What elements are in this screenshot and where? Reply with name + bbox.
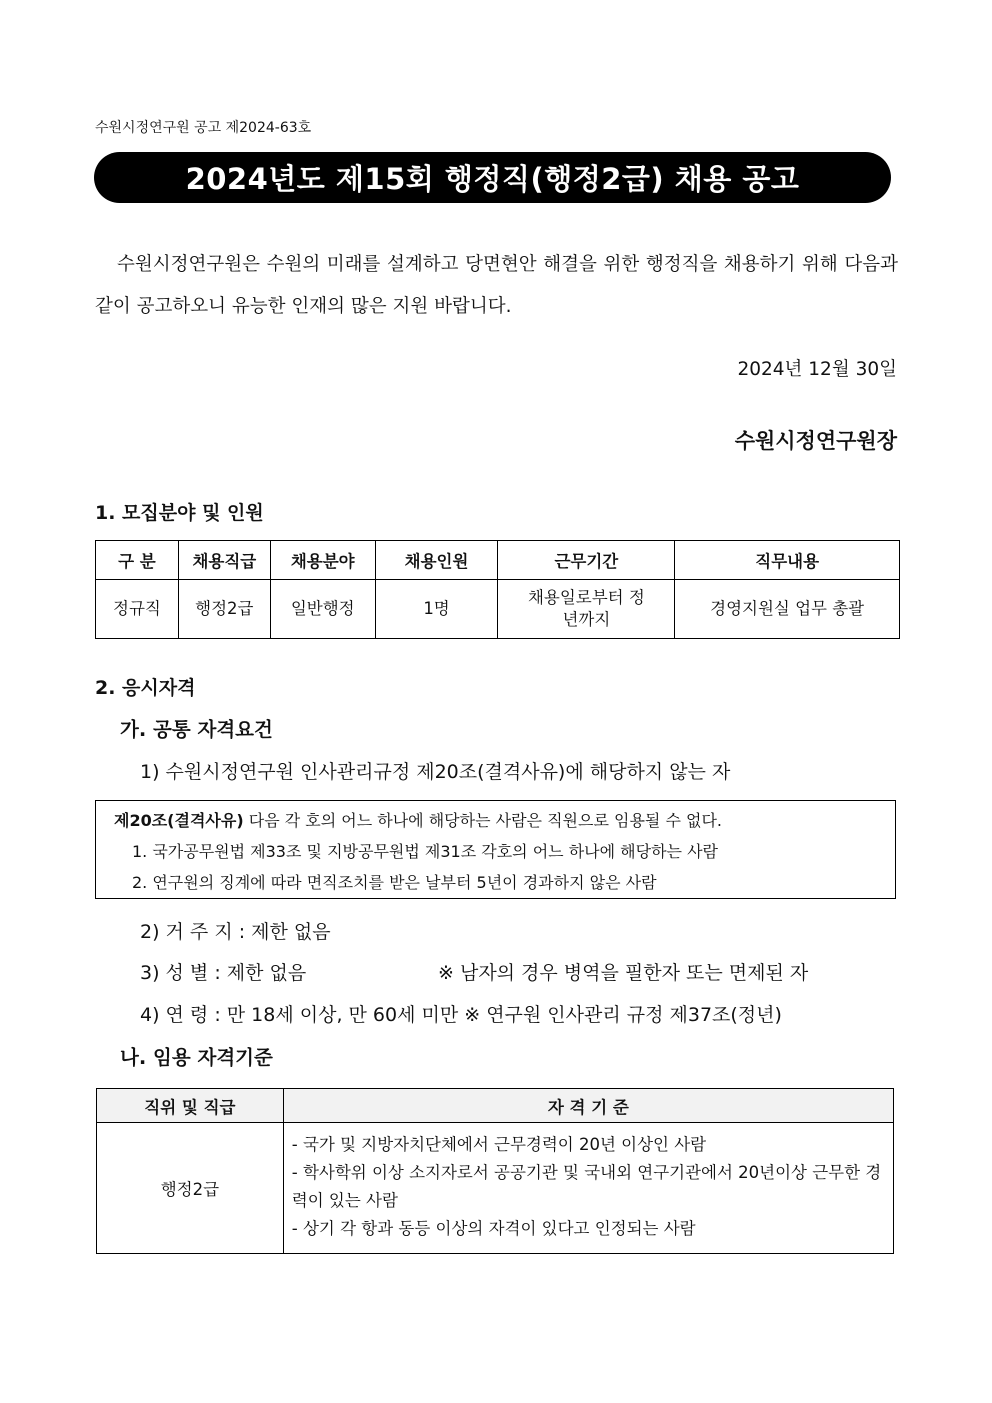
table-header: 채용인원: [375, 541, 498, 580]
table-row: [96, 580, 900, 639]
notice-date: 2024년 12월 30일: [737, 359, 897, 380]
requirement-item-2: 2) 거 주 지 : 제한 없음: [140, 921, 331, 943]
intro-paragraph: 수원시정연구원은 수원의 미래를 설계하고 당면현안 해결을 위한 행정직을 채용하기 위해 다음과 같이 공고하오니 유능한 인재의 많은 지원 바랍니다.: [95, 254, 898, 317]
rule-item: 1. 국가공무원법 제33조 및 지방공무원법 제31조 각호의 어느 하나에 해당하는 사람: [132, 842, 718, 861]
requirement-item-3: 3) 성 별 : 제한 없음: [140, 962, 307, 984]
table-header: 구 분: [96, 541, 179, 580]
qualification-table: [96, 1088, 894, 1254]
requirement-item-4: 4) 연 령 : 만 18세 이상, 만 60세 미만 ※ 연구원 인사관리 규정 제37조(정년): [140, 1004, 782, 1026]
recruitment-table: [95, 540, 900, 639]
table-row: [97, 1123, 894, 1254]
notice-number: 수원시정연구원 공고 제2024-63호: [95, 120, 312, 136]
grade-cell: 행정2급: [97, 1123, 284, 1254]
section1-heading: 1. 모집분야 및 인원: [95, 502, 264, 524]
disqualification-rule-box: [95, 800, 896, 899]
rule-title: 제20조(결격사유): [114, 811, 244, 830]
table-header: 근무기간: [498, 541, 675, 580]
table-header-row: [97, 1089, 894, 1123]
table-header: 채용분야: [270, 541, 375, 580]
criteria-item: - 상기 각 항과 동등 이상의 자격이 있다고 인정되는 사람: [291, 1219, 696, 1238]
table-cell: 경영지원실 업무 총괄: [675, 580, 900, 639]
table-header: 직무내용: [675, 541, 900, 580]
table-cell: 1명: [375, 580, 498, 639]
criteria-item: - 국가 및 지방자치단체에서 근무경력이 20년 이상인 사람: [291, 1135, 707, 1154]
table-cell: 일반행정: [270, 580, 375, 639]
table-header: 직위 및 직급: [97, 1089, 284, 1123]
table-cell: 행정2급: [178, 580, 270, 639]
common-requirements-heading: 가. 공통 자격요건: [120, 718, 273, 741]
table-cell: 정규직: [96, 580, 179, 639]
requirement-item-1: 1) 수원시정연구원 인사관리규정 제20조(결격사유)에 해당하지 않는 자: [140, 761, 731, 783]
rule-item: 2. 연구원의 징계에 따라 면직조치를 받은 날부터 5년이 경과하지 않은 사람: [132, 873, 657, 892]
requirement-item-3-note: ※ 남자의 경우 병역을 필한자 또는 면제된 자: [438, 962, 809, 984]
rule-intro: 다음 각 호의 어느 하나에 해당하는 사람은 직원으로 임용될 수 없다.: [248, 811, 722, 830]
section2-heading: 2. 응시자격: [95, 677, 196, 699]
table-cell: 채용일로부터 정년까지: [498, 580, 675, 639]
page-title: 2024년도 제15회 행정직(행정2급) 채용 공고: [94, 152, 891, 203]
criteria-item: - 학사학위 이상 소지자로서 공공기관 및 국내외 연구기관에서 20년이상 근무한 경력이 있는 사람: [291, 1163, 882, 1210]
criteria-cell: [283, 1123, 893, 1254]
table-header-row: [96, 541, 900, 580]
qualification-criteria-heading: 나. 임용 자격기준: [120, 1046, 273, 1069]
signer: 수원시정연구원장: [734, 429, 897, 453]
table-header: 채용직급: [178, 541, 270, 580]
table-header: 자 격 기 준: [283, 1089, 893, 1123]
